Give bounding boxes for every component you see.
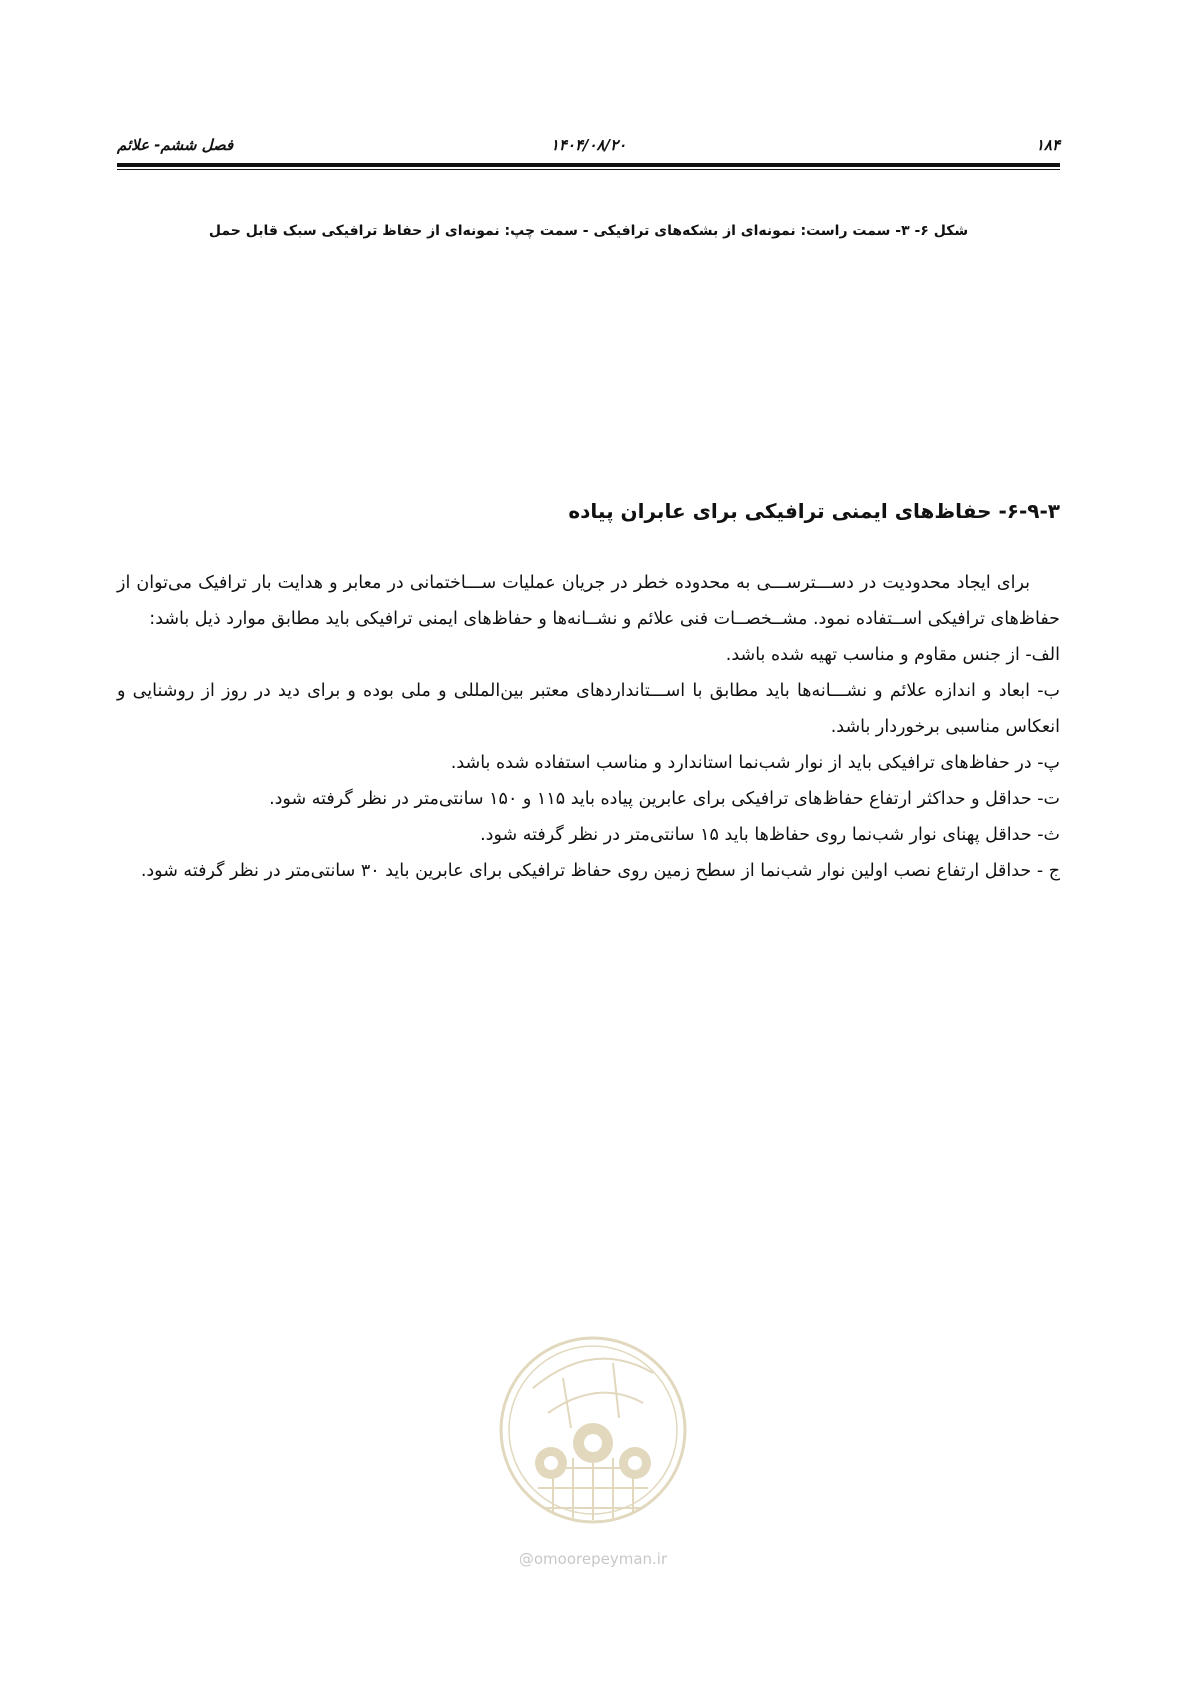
list-item: الف- از جنس مقاوم و مناسب تهیه شده باشد. [725,645,1060,665]
section-heading: ۶-۹-۳- حفاظ‌های ایمنی ترافیکی برای عابران پیاده [568,499,1060,523]
watermark-logo-icon [493,1318,693,1543]
intro-paragraph: برای ایجاد محدودیت در دســـترســـی به محدوده خطر در جریان عملیات ســـاختمانی در معابر و هدایت بار ترافیک می‌توان از حفاظ‌های ترافیکی اســتفاده نمود. مشــخصــات فنی علائم و نشــانه‌ها و حفاظ‌های ایمنی ترافیکی باید مطابق موارد ذیل باشد: [117,573,1060,629]
list-item: ج - حداقل ارتفاع نصب اولین نوار شب‌نما از سطح زمین روی حفاظ ترافیکی برای عابرین باید ۳۰ سانتی‌متر در نظر گرفته شود. [140,861,1060,881]
section-body [117,565,1060,889]
watermark-site: @omoorepeyman.ir [518,1550,668,1568]
watermark [493,1318,693,1568]
figure-caption: شکل ۶- ۳- سمت راست: نمونه‌ای از بشکه‌های ترافیکی - سمت چپ: نمونه‌ای از حفاظ ترافیکی سبک قابل حمل [208,223,969,239]
page-number: ۱۸۴ [1035,136,1060,154]
list-item: ب- ابعاد و اندازه علائم و نشـــانه‌ها باید مطابق با اســـتانداردهای معتبر بین‌المللی و ملی بوده و برای دید در روز از روشنایی و انعکاس مناسبی برخوردار باشد. [117,681,1060,737]
header-rule-thick [117,163,1060,167]
header-date: ۱۴۰۴/۰۸/۲۰ [550,136,627,154]
list-item: ت- حداقل و حداکثر ارتفاع حفاظ‌های ترافیکی برای عابرین پیاده باید ۱۱۵ و ۱۵۰ سانتی‌متر در نظر گرفته شود. [269,789,1060,809]
page-header [117,133,1060,157]
list-item: ث- حداقل پهنای نوار شب‌نما روی حفاظ‌ها باید ۱۵ سانتی‌متر در نظر گرفته شود. [480,825,1060,845]
list-item: پ- در حفاظ‌های ترافیکی باید از نوار شب‌نما استاندارد و مناسب استفاده شده باشد. [450,753,1060,773]
header-rule-thin [117,169,1060,170]
chapter-title: فصل ششم- علائم [117,136,234,154]
